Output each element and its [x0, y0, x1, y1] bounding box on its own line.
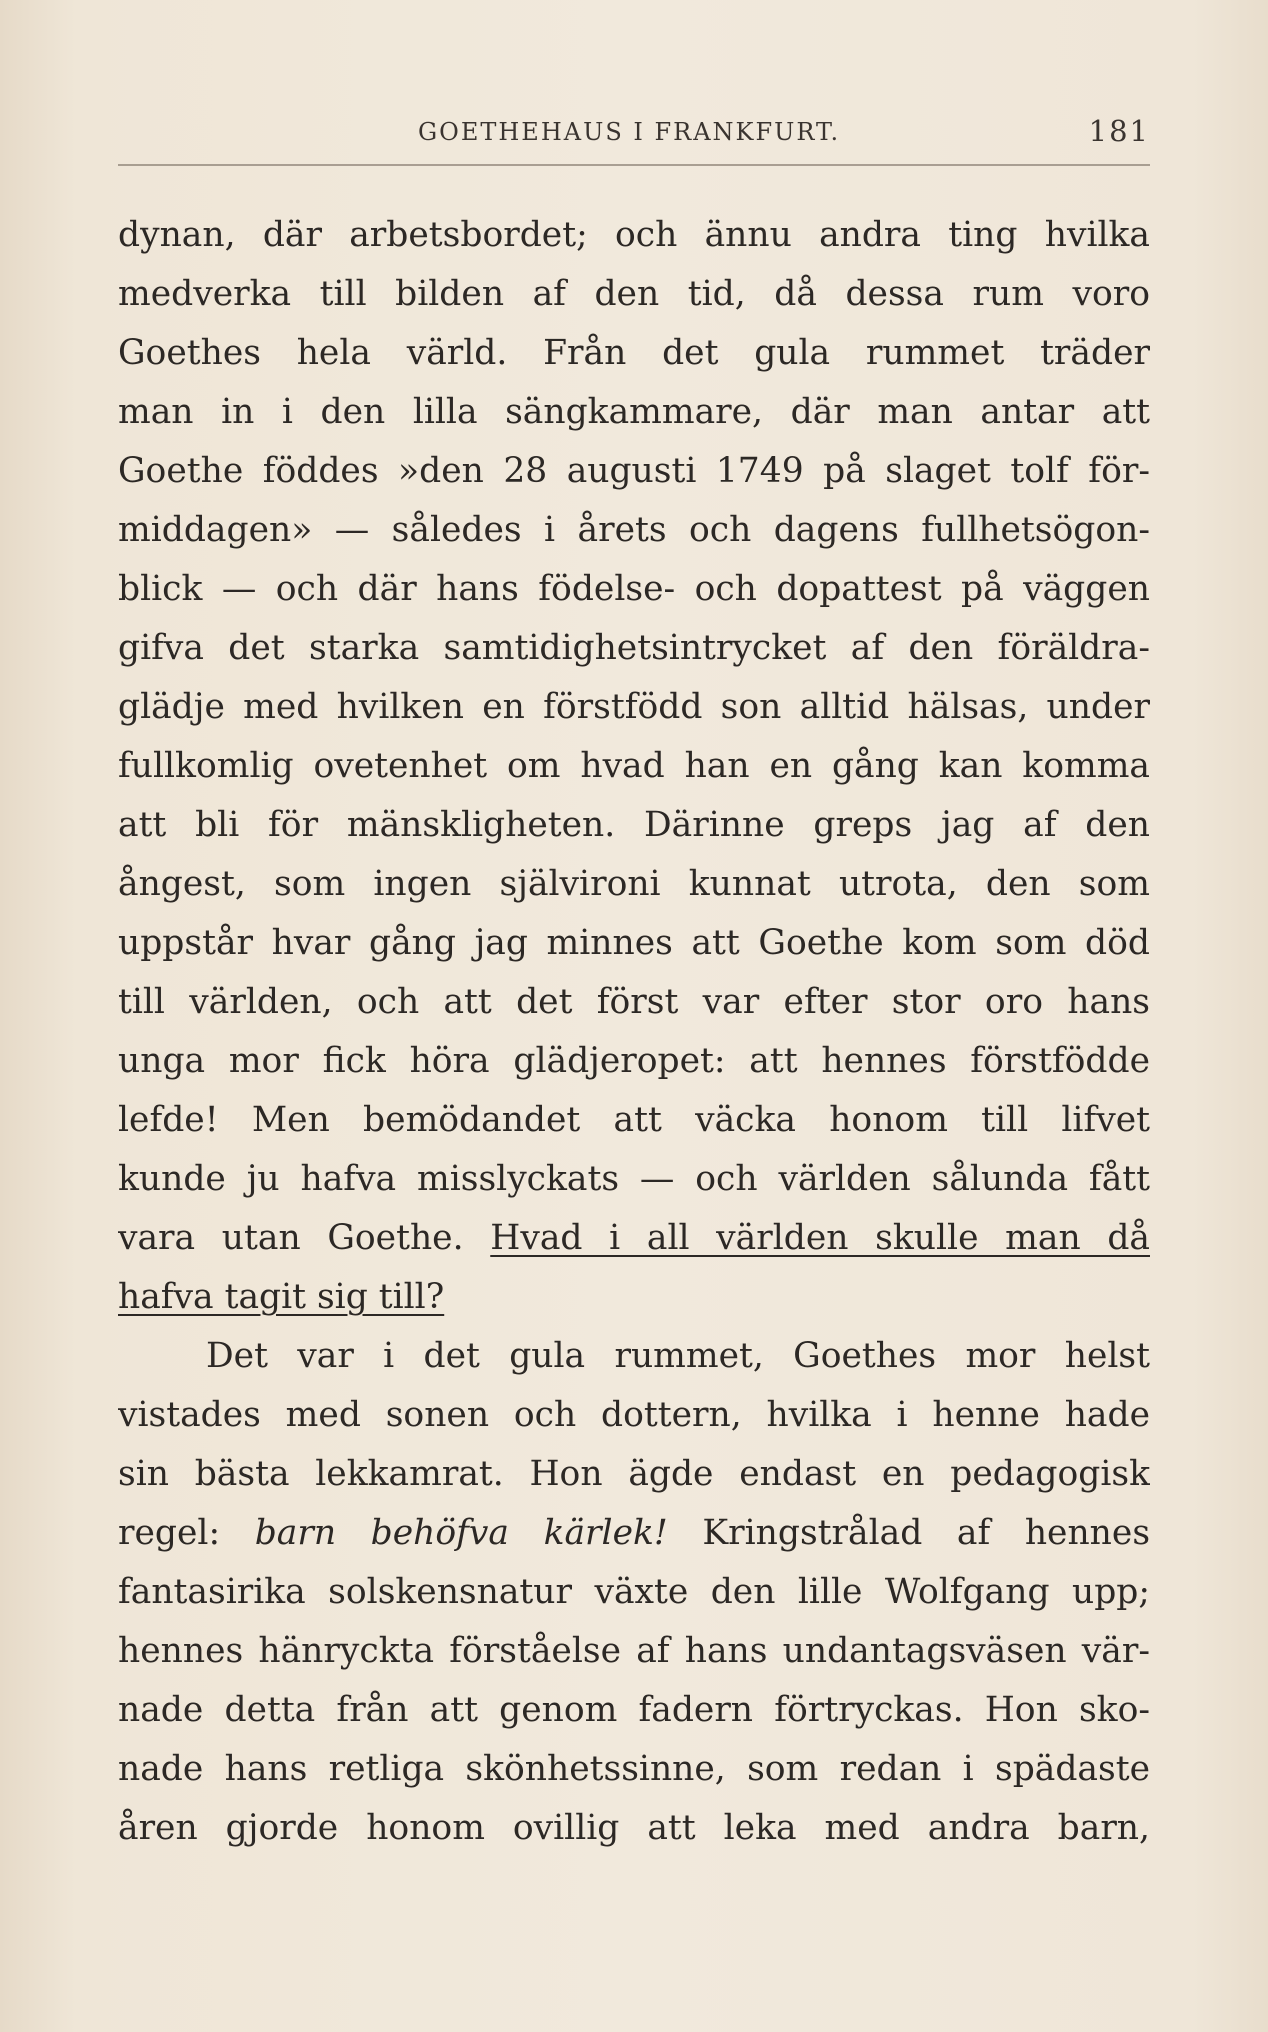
- italic-phrase: barn behöfva kärlek!: [254, 1513, 668, 1553]
- text-line: Goethe föddes »den 28 augusti 1749 på slaget tolf för-: [118, 451, 1150, 491]
- underlined-text: Hvad i all världen skulle man då: [490, 1218, 1150, 1258]
- text-line-underlined: [118, 1268, 1150, 1327]
- text-line: till världen, och att det först var efter stor oro hans: [118, 982, 1150, 1022]
- page-number: 181: [1088, 114, 1150, 148]
- text-segment: Kringstrålad af hennes: [702, 1513, 1150, 1553]
- text-line: unga mor fick höra glädjeropet: att hennes förstfödde: [118, 1041, 1150, 1081]
- body-text: [118, 206, 1150, 1858]
- text-line: nade hans retliga skönhetssinne, som redan i spädaste: [118, 1749, 1150, 1789]
- text-line: fullkomlig ovetenhet om hvad han en gång kan komma: [118, 746, 1150, 786]
- page-header: [118, 112, 1150, 152]
- text-line: uppstår hvar gång jag minnes att Goethe kom som död: [118, 923, 1150, 963]
- text-line: kunde ju hafva misslyckats — och världen sålunda fått: [118, 1159, 1150, 1199]
- text-line: lefde! Men bemödandet att väcka honom till lifvet: [118, 1100, 1150, 1140]
- text-line-with-underline: [118, 1209, 1150, 1268]
- text-line-with-italic: [118, 1504, 1150, 1563]
- text-line: vistades med sonen och dottern, hvilka i henne hade: [118, 1395, 1150, 1435]
- text-line: ångest, som ingen självironi kunnat utrota, den som: [118, 864, 1150, 904]
- text-line: åren gjorde honom ovillig att leka med andra barn,: [118, 1808, 1150, 1848]
- text-line: man in i den lilla sängkammare, där man antar att: [118, 392, 1150, 432]
- text-line: dynan, där arbetsbordet; och ännu andra ting hvilka: [118, 215, 1150, 255]
- text-line: glädje med hvilken en förstfödd son alltid hälsas, under: [118, 687, 1150, 727]
- paragraph-start-line: Det var i det gula rummet, Goethes mor helst: [206, 1336, 1150, 1376]
- text-line: gifva det starka samtidighetsintrycket af den föräldra-: [118, 628, 1150, 668]
- header-rule: [118, 164, 1150, 166]
- text-line: hennes hänryckta förståelse af hans undantagsväsen vär-: [118, 1631, 1150, 1671]
- text-line: middagen» — således i årets och dagens fullhetsögon-: [118, 510, 1150, 550]
- text-segment: regel:: [118, 1513, 221, 1553]
- running-title: GOETHEHAUS I FRANKFURT.: [418, 118, 841, 146]
- text-line: Goethes hela värld. Från det gula rummet träder: [118, 333, 1150, 373]
- text-segment: vara utan Goethe.: [118, 1218, 464, 1258]
- text-line: att bli för mänskligheten. Därinne greps jag af den: [118, 805, 1150, 845]
- underlined-text: hafva tagit sig till?: [118, 1277, 445, 1317]
- text-line: blick — och där hans födelse- och dopattest på väggen: [118, 569, 1150, 609]
- text-line: sin bästa lekkamrat. Hon ägde endast en pedagogisk: [118, 1454, 1150, 1494]
- text-line: nade detta från att genom fadern förtryckas. Hon sko-: [118, 1690, 1150, 1730]
- text-line: fantasirika solskensnatur växte den lille Wolfgang upp;: [118, 1572, 1150, 1612]
- text-line: medverka till bilden af den tid, då dessa rum voro: [118, 274, 1150, 314]
